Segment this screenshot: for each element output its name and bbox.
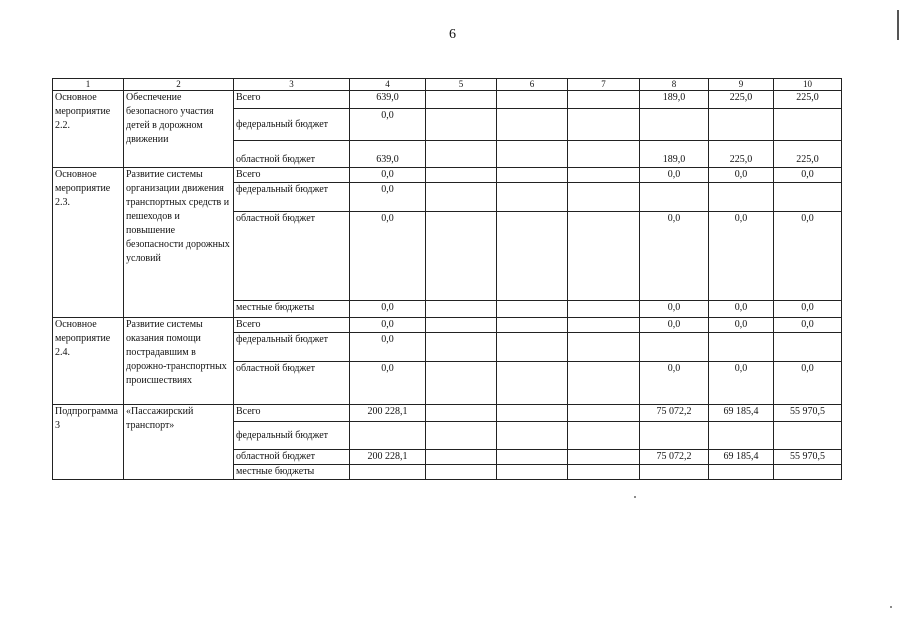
value-cell: 0,0 [709,362,774,405]
funding-source: федеральный бюджет [234,333,350,362]
funding-source: местные бюджеты [234,301,350,318]
value-cell [497,183,568,212]
value-cell [426,333,497,362]
value-cell [497,109,568,141]
funding-source: федеральный бюджет [234,183,350,212]
funding-source: областной бюджет [234,362,350,405]
funding-source: областной бюджет [234,212,350,301]
value-cell [497,301,568,318]
value-cell [774,183,842,212]
column-header: 10 [774,79,842,91]
value-cell [709,333,774,362]
value-cell [568,318,640,333]
value-cell [426,168,497,183]
value-cell [426,422,497,450]
column-header: 4 [350,79,426,91]
value-cell: 0,0 [774,362,842,405]
activity-code: Основное мероприятие 2.3. [53,168,124,318]
column-header: 3 [234,79,350,91]
table-row [53,168,842,183]
value-cell [497,465,568,480]
table-row [53,91,842,109]
value-cell [426,318,497,333]
value-cell: 200 228,1 [350,450,426,465]
value-cell [426,109,497,141]
value-cell [640,183,709,212]
value-cell: 189,0 [640,141,709,168]
value-cell [568,450,640,465]
value-cell [568,333,640,362]
value-cell: 0,0 [350,301,426,318]
value-cell: 55 970,5 [774,405,842,422]
value-cell [497,362,568,405]
value-cell: 0,0 [350,333,426,362]
funding-source: областной бюджет [234,450,350,465]
value-cell: 0,0 [640,318,709,333]
value-cell: 225,0 [774,91,842,109]
funding-source: федеральный бюджет [234,422,350,450]
value-cell [709,465,774,480]
value-cell: 0,0 [709,212,774,301]
value-cell [568,109,640,141]
value-cell: 0,0 [774,318,842,333]
value-cell [568,422,640,450]
value-cell [568,141,640,168]
value-cell: 639,0 [350,91,426,109]
value-cell: 0,0 [350,168,426,183]
column-header: 2 [124,79,234,91]
column-number-row [53,79,842,91]
value-cell [568,405,640,422]
value-cell: 69 185,4 [709,405,774,422]
value-cell [709,422,774,450]
value-cell [774,333,842,362]
value-cell: 0,0 [709,301,774,318]
scan-speck [890,606,892,608]
activity-code: Основное мероприятие 2.4. [53,318,124,405]
table-row [53,405,842,422]
column-header: 8 [640,79,709,91]
activity-title: Развитие системы организации движения транспортных средств и пешеходов и повышение безопасности дорожных условий [124,168,234,318]
value-cell [426,450,497,465]
value-cell [426,183,497,212]
scan-edge-mark [897,10,899,40]
column-header: 7 [568,79,640,91]
value-cell: 225,0 [709,91,774,109]
value-cell [497,212,568,301]
value-cell: 0,0 [774,301,842,318]
value-cell [497,405,568,422]
value-cell: 225,0 [709,141,774,168]
value-cell [497,141,568,168]
value-cell [709,183,774,212]
funding-source: Всего [234,168,350,183]
activity-title: Развитие системы оказания помощи пострадавшим в дорожно-транспортных происшествиях [124,318,234,405]
value-cell [568,465,640,480]
column-header: 5 [426,79,497,91]
value-cell: 0,0 [350,362,426,405]
value-cell: 0,0 [709,318,774,333]
value-cell [497,318,568,333]
value-cell: 0,0 [350,183,426,212]
value-cell [774,422,842,450]
value-cell [350,465,426,480]
funding-source: Всего [234,318,350,333]
value-cell [426,405,497,422]
budget-table [52,78,842,480]
value-cell [497,450,568,465]
value-cell: 200 228,1 [350,405,426,422]
funding-source: Всего [234,91,350,109]
value-cell [568,91,640,109]
activity-code: Основное мероприятие 2.2. [53,91,124,168]
value-cell: 0,0 [350,212,426,301]
value-cell [426,301,497,318]
value-cell [426,212,497,301]
activity-code: Подпрограмма 3 [53,405,124,480]
value-cell [568,301,640,318]
value-cell: 0,0 [640,301,709,318]
column-header: 9 [709,79,774,91]
value-cell: 75 072,2 [640,450,709,465]
value-cell: 75 072,2 [640,405,709,422]
value-cell: 69 185,4 [709,450,774,465]
value-cell: 639,0 [350,141,426,168]
value-cell [426,465,497,480]
value-cell [640,333,709,362]
value-cell [568,362,640,405]
funding-source: федеральный бюджет [234,109,350,141]
value-cell: 189,0 [640,91,709,109]
value-cell: 0,0 [350,109,426,141]
value-cell [497,333,568,362]
value-cell: 0,0 [709,168,774,183]
value-cell [568,212,640,301]
value-cell [497,422,568,450]
value-cell [350,422,426,450]
column-header: 1 [53,79,124,91]
value-cell: 0,0 [640,212,709,301]
column-header: 6 [497,79,568,91]
funding-source: областной бюджет [234,141,350,168]
value-cell [640,109,709,141]
value-cell: 55 970,5 [774,450,842,465]
value-cell [774,465,842,480]
page-number: 6 [449,27,456,42]
value-cell [497,91,568,109]
value-cell [640,422,709,450]
value-cell: 0,0 [640,362,709,405]
value-cell [568,168,640,183]
value-cell [640,465,709,480]
funding-source: Всего [234,405,350,422]
value-cell [774,109,842,141]
value-cell [568,183,640,212]
value-cell [709,109,774,141]
value-cell: 225,0 [774,141,842,168]
funding-source: местные бюджеты [234,465,350,480]
scan-speck [634,496,636,498]
value-cell [497,168,568,183]
table-row [53,318,842,333]
value-cell: 0,0 [774,168,842,183]
activity-title: Обеспечение безопасного участия детей в дорожном движении [124,91,234,168]
value-cell [426,141,497,168]
value-cell: 0,0 [350,318,426,333]
value-cell: 0,0 [774,212,842,301]
value-cell [426,91,497,109]
value-cell [426,362,497,405]
activity-title: «Пассажирский транспорт» [124,405,234,480]
value-cell: 0,0 [640,168,709,183]
